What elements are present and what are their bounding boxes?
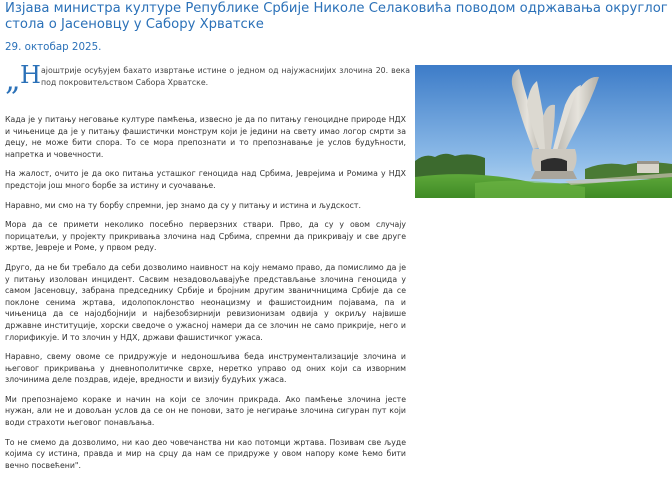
publish-date: 29. октобар 2025. xyxy=(5,41,102,53)
lead-drop-cap: Н xyxy=(20,61,41,89)
page-title: Изјава министра културе Републике Србије Николе Селаковића поводом одржавања округлог стола о Јасеновцу у Сабору Хрватске xyxy=(5,1,668,32)
lead-text: ајоштрије осуђујем бахато извртање истине о једном од најужаснијих злочина 20. века под покровитељством Сабора Хрватске. xyxy=(41,66,410,87)
paragraph: На жалост, очито је да око питања усташког геноцида над Србима, Јеврејима и Ромима у НДХ предстоји још много борбе за истину и суочавање. xyxy=(5,169,406,190)
paragraph: Мора да се примети неколико посебно перверзних ствари. Прво, да су у овом случају порицатељи, у пројекту прикривања злочина над Србима, спремни да прикривају и све друге жртве, Јевреје и Роме, у првом реду. xyxy=(5,220,406,253)
jasenovac-monument-photo xyxy=(415,65,672,198)
paragraph: Наравно, свему овоме се придружује и недоношљива беда инструментализације злочина и његовог прикривања у дневнополитичке сврхе, неретко управо од оних који са изворним злочинима деле поздрав, идеје, вредности и визију будућих ужаса. xyxy=(5,352,406,385)
quote-mark-icon: „ xyxy=(5,63,21,98)
paragraph: Када је у питању неговање културе памћења, извесно је да по питању геноцидне природе НДХ и чињенице да је у питању фашистички монструм који је једини на свету имао логор смрти за децу, не може бити спора. То се мора препознати и то препознавање је услов будућности, напретка и човечности. xyxy=(5,115,406,159)
paragraph: Наравно, ми смо на ту борбу спремни, јер знамо да су у питању и истина и људскост. xyxy=(5,200,361,210)
paragraph: То не смемо да дозволимо, ни као део човечанства ни као потомци жртава. Позивам све људе којима су истина, правда и мир на срцу да нам се придруже у овом напору коме ћемо бити вечно посвећени". xyxy=(5,437,406,470)
article-body xyxy=(5,114,406,479)
paragraph: Друго, да не би требало да себи дозволимо наивност на коју немамо право, да помислимо да је у питању изолован инцидент. Сасвим незадовољавајуће представљање злочина геноцида у самом Јасеновцу, забрана председнику Србије и бројним другим званичницима Србије да се поклоне сенима жртава, идолопоклонство неонацизму и фашистоидним појавама, па и чињеница да се најодбојнији и најбезобзирнији ревизионизам одвија у окриљу највише државне институције, хорски сведоче о ужасној намери да се злочин не само прикрије, него и глорификује. И то злочин у НДХ, држави фашистичког ужаса. xyxy=(5,262,406,342)
paragraph: Ми препознајемо кораке и начин на који се злочин прикрада. Ако памћење злочина јесте нужан, али не и довољан услов да се он не понови, зато је негирање злочина сигуран пут који води страхоти његовог понављања. xyxy=(5,394,406,428)
